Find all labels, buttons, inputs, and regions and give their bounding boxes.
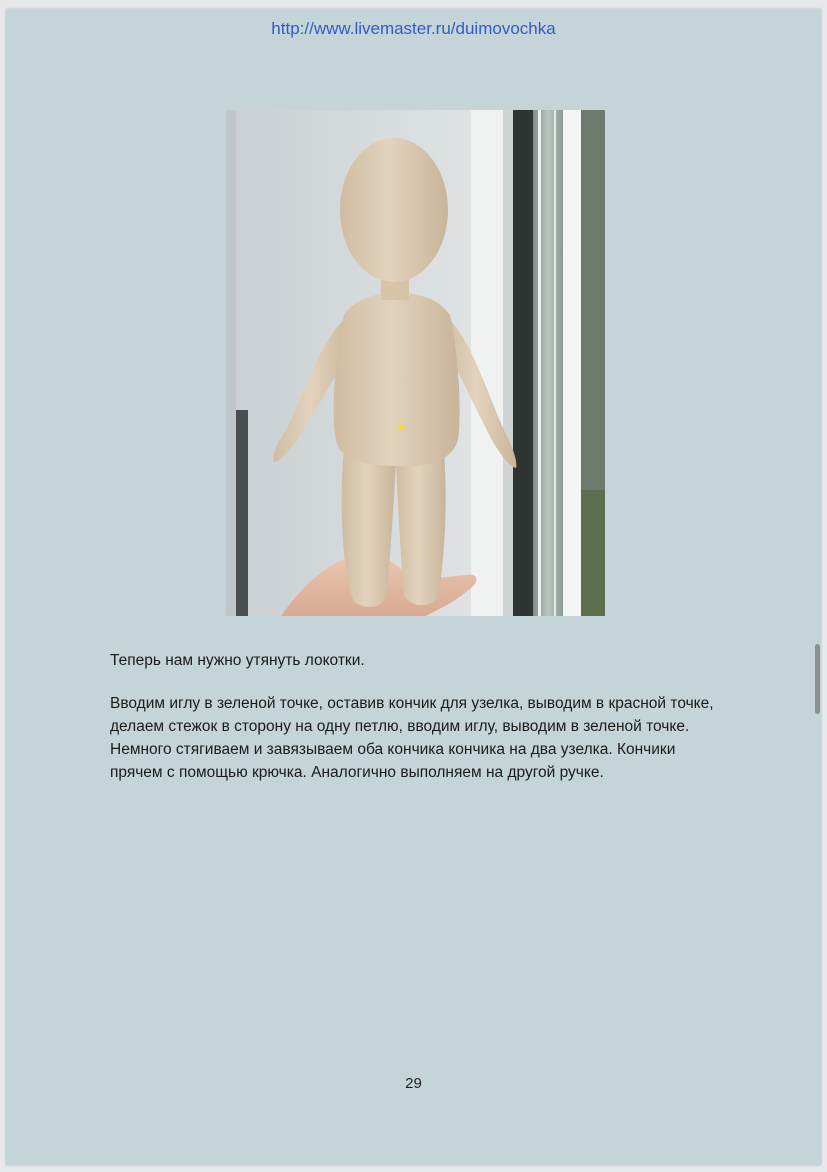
doll-photo: [226, 110, 605, 616]
knitted-doll-photo-icon: [226, 110, 605, 616]
scrollbar-thumb[interactable]: [815, 644, 820, 714]
document-page: [6, 9, 821, 1165]
header-link[interactable]: http://www.livemaster.ru/duimovochka: [271, 19, 556, 38]
paragraph-instructions: Вводим иглу в зеленой точке, оставив кончик для узелка, выводим в красной точке, делаем стежок в сторону на одну петлю, вводим иглу, выводим в зеленой точке. Немного стягиваем и завязываем оба кончика кончика на два узелка. Кончики прячем с помощью крючка. Аналогично выполняем на другой ручке.: [110, 695, 714, 781]
page-number: 29: [405, 1075, 422, 1092]
paragraph-intro: Теперь нам нужно утянуть локотки.: [110, 652, 365, 669]
